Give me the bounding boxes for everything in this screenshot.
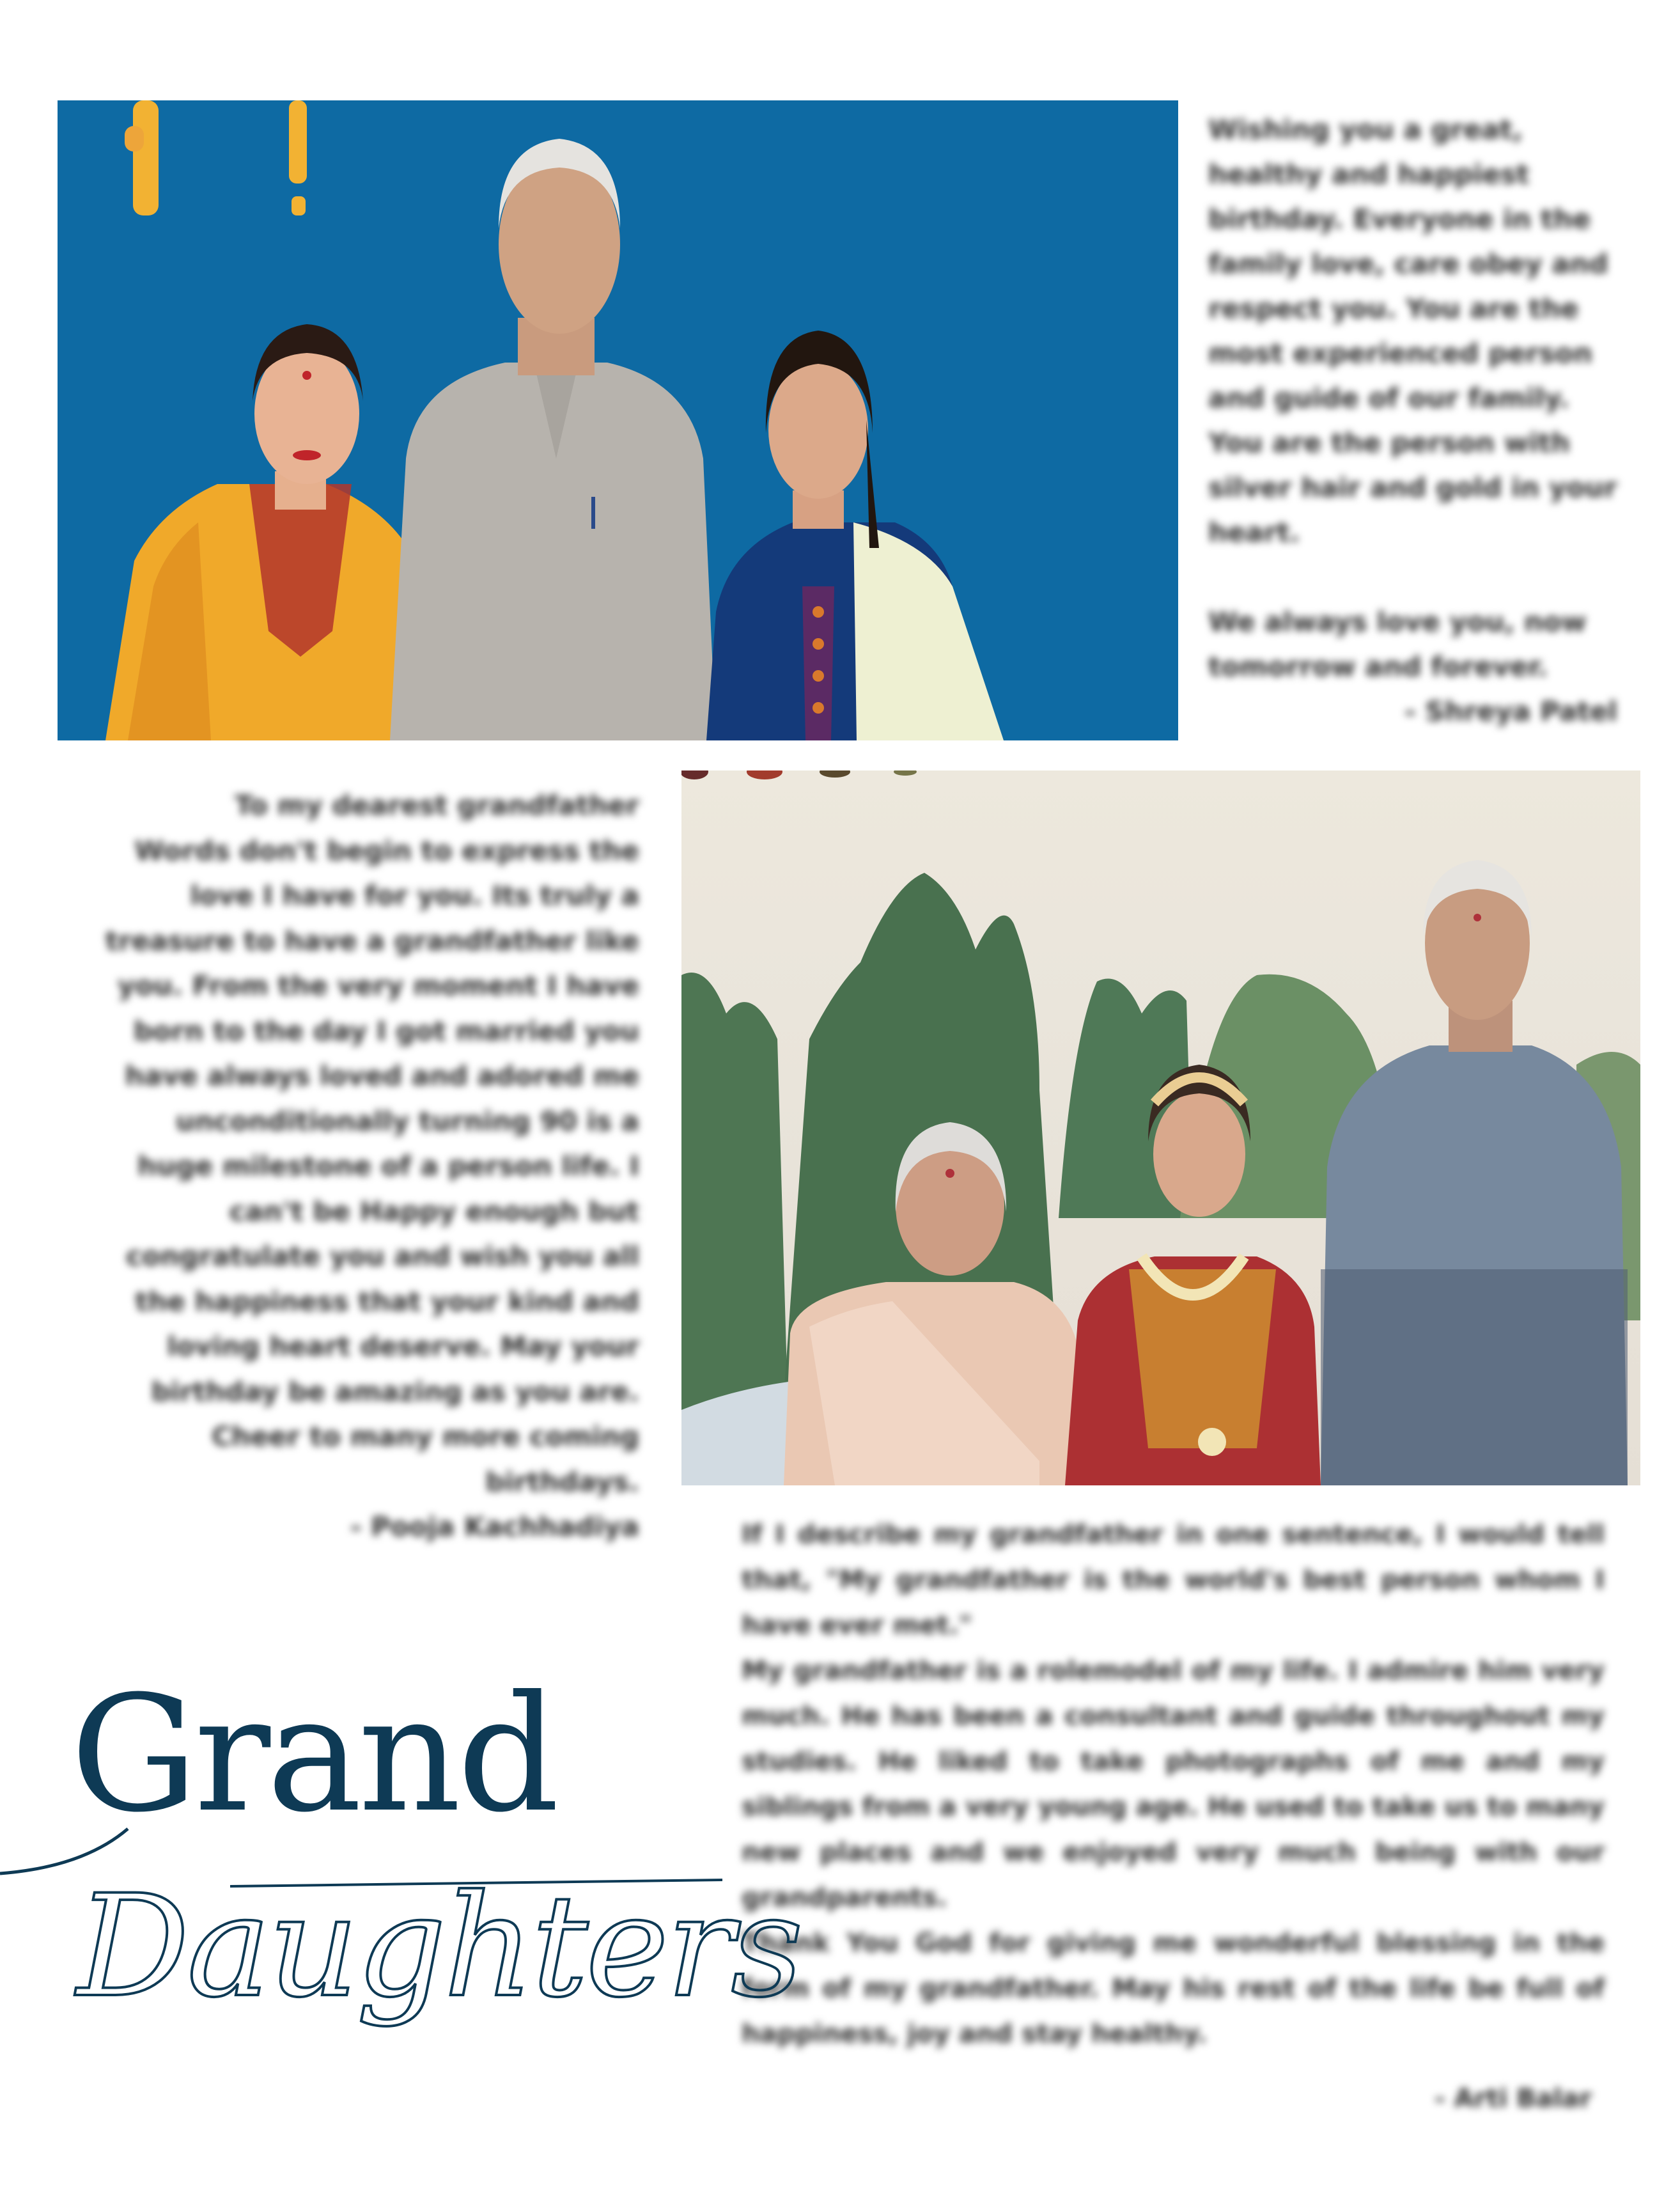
message-2-line: can't be Happy enough but — [229, 1195, 639, 1227]
message-2-line: loving heart deserve. May your — [167, 1331, 639, 1362]
message-2-line: birthdays. — [485, 1466, 639, 1498]
message-arti-balar — [742, 1512, 1605, 2122]
paragraph-gap — [1208, 555, 1643, 600]
photo-grandparents-with-bride — [681, 771, 1640, 1485]
message-1-line: You are the person with — [1208, 427, 1570, 458]
message-2-line: you. From the very moment I have — [117, 970, 639, 1001]
message-3-paragraph: If I describe my grandfather in one sentence, I would tell that, "My grandfather is the world's best person whom I have ever met." — [742, 1520, 1605, 1640]
message-2-line: treasure to have a grandfather like — [105, 925, 639, 957]
photo-grandfather-with-granddaughters — [58, 100, 1178, 740]
photo-1-illustration — [58, 100, 1178, 740]
message-1-line: respect you. You are the — [1208, 293, 1579, 324]
message-1-line: heart. — [1208, 517, 1300, 548]
signature-arti-balar: - Arti Balar — [1435, 2084, 1592, 2113]
message-2-line: huge milestone of a person life. I — [137, 1150, 639, 1182]
message-1-line: most experienced person — [1208, 338, 1593, 369]
message-1-closing-line: We always love you, now — [1208, 606, 1587, 638]
message-1-line: and guide of our family. — [1208, 382, 1569, 414]
message-2-line: born to the day I got married you — [133, 1015, 639, 1047]
message-1-line: family love, care obey and — [1208, 248, 1608, 279]
signature-pooja-kachhadiya: - Pooja Kachhadiya — [350, 1511, 639, 1542]
message-2-line: Words don't begin to express the — [134, 834, 639, 866]
title-grand: Grand — [70, 1661, 556, 1847]
message-2-line: birthday be amazing as you are. — [151, 1375, 639, 1407]
message-pooja-kachhadiya — [77, 783, 639, 1550]
message-2-line: unconditionally turning 90 is a — [175, 1105, 639, 1137]
message-2-line: Cheer to many more coming — [212, 1421, 639, 1452]
photo-glare — [681, 771, 1640, 1485]
title-lettering — [0, 1637, 801, 2085]
message-1-line: birthday. Everyone in the — [1208, 203, 1591, 235]
message-1-line: silver hair and gold in your — [1208, 472, 1617, 503]
message-2-line: congratulate you and wish you all — [126, 1240, 639, 1272]
page-title — [0, 1637, 801, 2085]
message-1-line: Wishing you a great, — [1208, 114, 1523, 145]
message-2-line: love I have for you. Its truly a — [190, 880, 639, 911]
message-1-closing-line: tomorrow and forever. — [1208, 651, 1548, 682]
message-1-line: healthy and happiest — [1208, 159, 1530, 190]
photo-2-illustration — [681, 771, 1640, 1485]
message-shreya-patel — [1208, 107, 1643, 734]
message-3-paragraph: Thank You God for giving me wonderful blessing in the form of my grandfather. May his rest of the life be full of happiness, joy and stay healthy. — [742, 1928, 1605, 2049]
message-3-paragraph: My grandfather is a rolemodel of my life. I admire him very much. He has been a consultant and guide throughout my studies. He liked to take photographs of me and my siblings from a very young age. He used to take us to many new places and we enjoyed very much being with our grandparents. — [742, 1656, 1605, 1913]
message-2-line: the happiness that your kind and — [135, 1285, 639, 1317]
title-daughters: Daughters — [77, 1865, 801, 2028]
message-2-line: To my dearest grandfather — [235, 790, 639, 821]
message-2-line: have always loved and adored me — [125, 1060, 639, 1091]
signature-shreya-patel: - Shreya Patel — [1404, 696, 1617, 727]
